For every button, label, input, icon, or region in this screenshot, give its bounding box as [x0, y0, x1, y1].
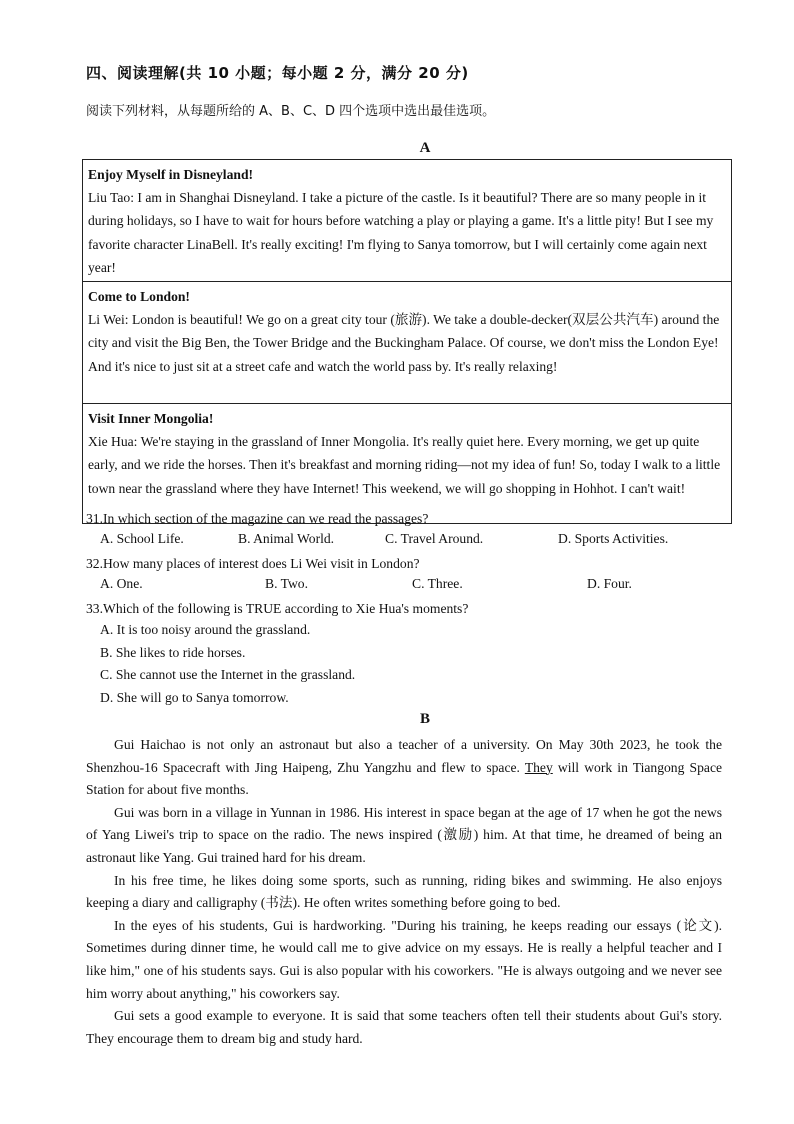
option-d: D. Four.: [587, 576, 632, 591]
option-a: A. It is too noisy around the grassland.: [100, 622, 311, 637]
passage-paragraph: Gui sets a good example to everyone. It is said that some teachers often tell their students about Gui's story. They encourage them to dream big and study hard.: [86, 1008, 722, 1046]
passage-b: [86, 734, 722, 1050]
question-33: 33.Which of the following is TRUE according to Xie Hua's moments?: [86, 601, 469, 616]
underlined-word: They: [524, 759, 553, 775]
panel-title: Enjoy Myself in Disneyland!: [88, 167, 254, 182]
option-c: C. She cannot use the Internet in the grassland.: [100, 667, 356, 682]
instruction-text: 阅读下列材料，从每题所给的 A、B、C、D 四个选项中选出最佳选项。: [86, 104, 496, 119]
passage-paragraph: In the eyes of his students, Gui is hardworking. "During his training, he keeps reading our essays (论文). Sometimes during dinner time, he would call me to give advice on my essays. He is really a helpful teacher and I like him," one of his students says. Gui is also popular with his coworkers. "He is always outgoing and we never see him worry about anything," his coworkers say.: [86, 917, 722, 1001]
option-c: C. Travel Around.: [385, 531, 484, 546]
option-d: D. She will go to Sanya tomorrow.: [100, 690, 289, 705]
option-a: A. One.: [100, 576, 143, 591]
paragraph-text: will work in Tiangong Space Station for about five months.: [86, 759, 723, 798]
option-b: B. Animal World.: [238, 531, 335, 546]
option-b: B. Two.: [265, 576, 308, 591]
panel-inner-mongolia: [83, 404, 731, 523]
panel-text: Xie Hua: We're staying in the grassland of Inner Mongolia. It's really quiet here. Every morning, we get up quite early, and we ride the horses. Then it's breakfast and morning riding—not my idea of fun! So, today I walk to a little town near the grassland where they have Internet! This weekend, we will go shopping in Hohhot. I can't wait!: [88, 434, 721, 496]
passage-paragraph: [86, 734, 722, 802]
panel-text: Li Wei: London is beautiful! We go on a great city tour (旅游). We take a double-decker(双层公共汽车) around the city and visit the Big Ben, the Tower Bridge and the Buckingham Palace. Of course, we don't miss the London Eye! And it's nice to just sit at a street cafe and watch the world pass by. It's really relaxing!: [88, 312, 720, 374]
passage-paragraph: Gui was born in a village in Yunnan in 1986. His interest in space began at the age of 17 when he got the news of Yang Liwei's trip to space on the radio. The news inspired (激励) him. At that time, he dreamed of being an astronaut like Yang. Gui trained hard for his dream.: [86, 804, 722, 865]
part-a-label: A: [419, 140, 431, 156]
paragraph-text: Gui Haichao is not only an astronaut but also a teacher of a university. On May 30th 2023, he took the Shenzhou-16 Spacecraft with Jing Haipeng, Zhu Yangzhu and flew to space.: [86, 737, 722, 775]
panel-title: Visit Inner Mongolia!: [88, 411, 214, 426]
option-b: B. She likes to ride horses.: [100, 645, 246, 660]
question-32: 32.How many places of interest does Li Wei visit in London?: [86, 556, 420, 571]
question-32-options: [100, 576, 740, 598]
passage-paragraph: In his free time, he likes doing some sports, such as running, riding bikes and swimming. He also enjoys keeping a diary and calligraphy (书法). He often writes something before going to bed.: [86, 872, 722, 911]
moments-box: [82, 159, 732, 524]
section-heading: 四、阅读理解(共 10 小题；每小题 2 分，满分 20 分): [86, 64, 469, 82]
panel-text: Liu Tao: I am in Shanghai Disneyland. I take a picture of the castle. Is it beautiful? There are so many people in it during holidays, so I have to wait for hours before watching a play or playing a game. It's a little pity! But I see my favorite character LinaBell. It's really exciting! I'm flying to Sanya tomorrow, but I will certainly come again next year!: [88, 190, 714, 275]
panel-london: [83, 282, 731, 404]
option-a: A. School Life.: [100, 531, 184, 546]
option-c: C. Three.: [412, 576, 463, 591]
part-b-label: B: [419, 711, 430, 727]
question-31-options: [100, 531, 740, 553]
option-d: D. Sports Activities.: [558, 531, 669, 546]
panel-disneyland: [83, 160, 731, 282]
question-31: 31.In which section of the magazine can we read the passages?: [86, 511, 429, 526]
panel-title: Come to London!: [88, 289, 190, 304]
